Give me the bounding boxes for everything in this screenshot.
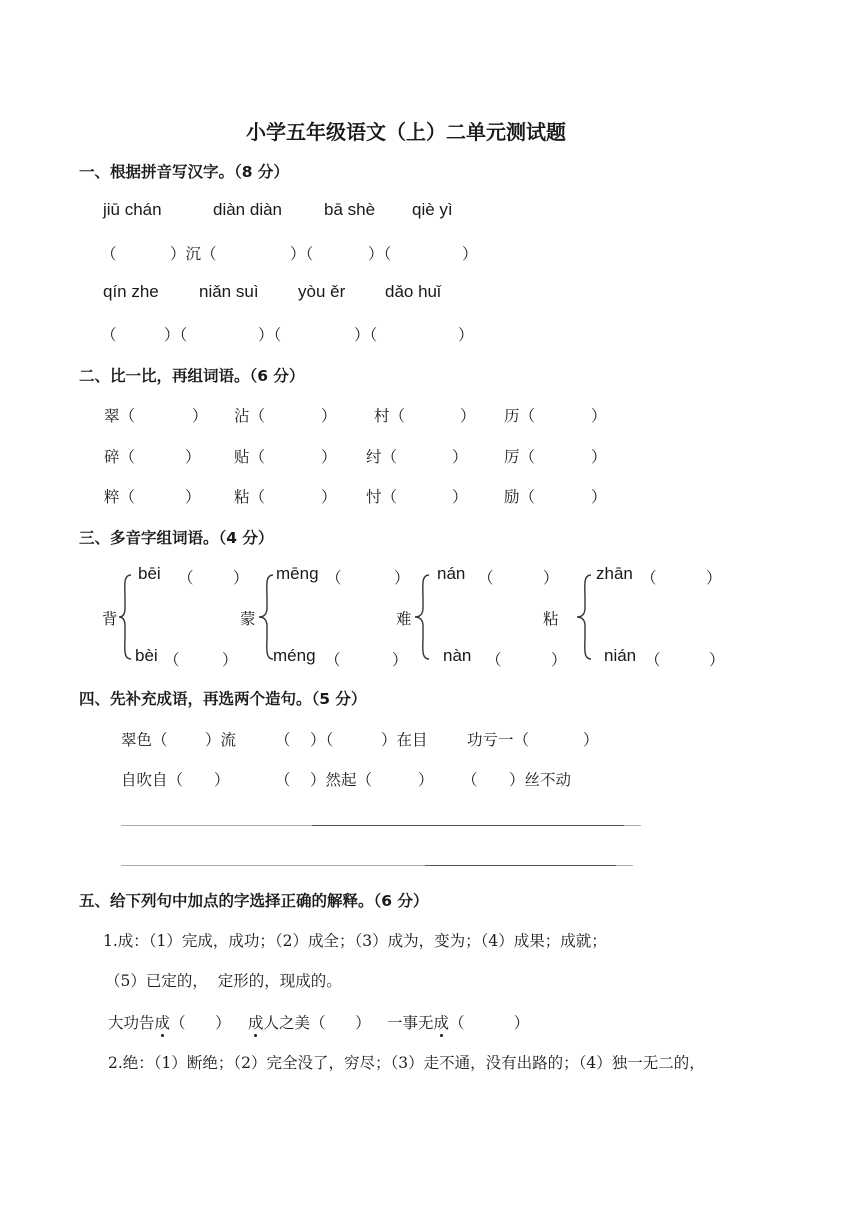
definition-line: （5）已定的， 定形的，现成的。 xyxy=(105,972,342,990)
answer-paren-right: ） xyxy=(709,651,725,669)
answer-paren-left: （ xyxy=(478,569,494,587)
dotted-char: 成 xyxy=(434,1011,450,1033)
writing-line-segment xyxy=(312,825,624,826)
pinyin-bottom: nián xyxy=(604,646,637,665)
answer-paren: ） xyxy=(458,326,474,344)
answer-paren: ）（ xyxy=(354,326,378,344)
answer-paren: ）沉（ xyxy=(170,245,217,263)
idiom-text: ） xyxy=(418,771,434,789)
pinyin-bottom: méng xyxy=(273,646,316,665)
compare-char: 碎（ xyxy=(104,448,136,466)
left-brace xyxy=(414,574,430,660)
polyphone-char: 背 xyxy=(102,610,118,628)
answer-paren: ） xyxy=(591,488,607,506)
pinyin-nian-sui: niǎn suì xyxy=(199,282,259,301)
compare-char: 历（ xyxy=(504,407,536,425)
answer-paren-right: ） xyxy=(233,569,249,587)
idiom-text: ）然起（ xyxy=(310,771,373,789)
answer-paren: ） xyxy=(185,448,201,466)
answer-paren-left: （ xyxy=(326,569,342,587)
answer-paren-left: （ xyxy=(486,651,502,669)
pinyin-ba-she: bā shè xyxy=(324,200,376,219)
section-2-heading: 二、比一比，再组词语。（6 分） xyxy=(79,367,305,385)
dotted-char: 成 xyxy=(155,1011,171,1033)
idiom-text: 翠色（ xyxy=(121,731,168,749)
pinyin-top: nán xyxy=(437,564,466,583)
compare-char: 忖（ xyxy=(366,488,398,506)
answer-paren-left: （ xyxy=(641,569,657,587)
answer-paren-left: （ xyxy=(325,651,341,669)
pinyin-jiu-chan: jiū chán xyxy=(103,200,162,219)
pinyin-dian-dian: diàn diàn xyxy=(213,200,283,219)
answer-paren-right: ） xyxy=(392,651,408,669)
answer-paren: （ xyxy=(101,326,117,344)
answer-paren: ）（ xyxy=(164,326,188,344)
idiom-text: ）（ xyxy=(310,731,334,749)
compare-char: 沾（ xyxy=(234,407,266,425)
pinyin-dao-hui: dǎo huǐ xyxy=(385,282,441,301)
pinyin-top: mēng xyxy=(276,564,319,583)
page-title: 小学五年级语文（上）二单元测试题 xyxy=(246,120,566,144)
idiom-text: ）在目 xyxy=(381,731,428,749)
answer-paren: ）（ xyxy=(368,245,392,263)
left-brace xyxy=(118,574,132,660)
idiom-text: ） xyxy=(214,771,230,789)
pinyin-qin-zhe: qín zhe xyxy=(103,282,159,301)
pinyin-qie-yi: qiè yì xyxy=(412,200,453,219)
writing-line-segment xyxy=(425,865,616,866)
idiom-text: （ xyxy=(462,771,478,789)
idiom-text: 自吹自（ xyxy=(121,771,184,789)
pinyin-bottom: bèi xyxy=(135,646,158,665)
answer-paren: ） xyxy=(462,245,478,263)
definition-line: 1.成：（1）完成，成功；（2）成全；（3）成为，变为；（4）成果；成就； xyxy=(103,932,607,950)
answer-paren-right: ） xyxy=(706,569,722,587)
compare-char: 励（ xyxy=(504,488,536,506)
pinyin-bottom: nàn xyxy=(443,646,472,665)
compare-char: 贴（ xyxy=(234,448,266,466)
example-2: 成人之美（ ） xyxy=(248,1011,371,1033)
answer-paren-right: ） xyxy=(543,569,559,587)
answer-paren: ） xyxy=(452,488,468,506)
idiom-text: 功亏一（ xyxy=(467,731,530,749)
compare-char: 粘（ xyxy=(234,488,266,506)
answer-paren: ） xyxy=(452,448,468,466)
answer-paren: ） xyxy=(591,448,607,466)
section-5-heading: 五、给下列句中加点的字选择正确的解释。（6 分） xyxy=(79,892,429,910)
answer-paren: ）（ xyxy=(258,326,282,344)
section-3-heading: 三、多音字组词语。（4 分） xyxy=(79,529,274,547)
section-1-heading: 一、根据拼音写汉字。（8 分） xyxy=(79,163,289,181)
example-1: 大功告成（ ） xyxy=(108,1011,231,1033)
dotted-char: 成 xyxy=(248,1011,264,1033)
compare-char: 粹（ xyxy=(104,488,136,506)
definition-line: 2.绝：（1）断绝；（2）完全没了，穷尽；（3）走不通，没有出路的；（4）独一无二的， xyxy=(108,1054,705,1072)
compare-char: 纣（ xyxy=(366,448,398,466)
answer-paren: ） xyxy=(192,407,208,425)
answer-paren: ） xyxy=(460,407,476,425)
answer-paren: ） xyxy=(321,448,337,466)
answer-paren-left: （ xyxy=(164,651,180,669)
idiom-text: ）丝不动 xyxy=(509,771,572,789)
answer-paren-right: ） xyxy=(394,569,410,587)
idiom-text: （ xyxy=(275,731,291,749)
pinyin-top: bēi xyxy=(138,564,161,583)
compare-char: 厉（ xyxy=(504,448,536,466)
answer-paren-left: （ xyxy=(178,569,194,587)
polyphone-char: 粘 xyxy=(543,610,559,628)
answer-paren-right: ） xyxy=(222,651,238,669)
answer-paren: ） xyxy=(591,407,607,425)
compare-char: 翠（ xyxy=(104,407,136,425)
section-4-heading: 四、先补充成语，再选两个造句。（5 分） xyxy=(79,690,367,708)
polyphone-char: 蒙 xyxy=(240,610,256,628)
answer-paren-right: ） xyxy=(551,651,567,669)
idiom-text: （ xyxy=(275,771,291,789)
idiom-text: ） xyxy=(583,731,599,749)
pinyin-top: zhān xyxy=(596,564,633,583)
answer-paren: ） xyxy=(185,488,201,506)
left-brace xyxy=(576,574,592,660)
answer-paren: ）（ xyxy=(290,245,314,263)
answer-paren: ） xyxy=(321,407,337,425)
answer-paren: （ xyxy=(101,245,117,263)
answer-paren: ） xyxy=(321,488,337,506)
pinyin-you-er: yòu ěr xyxy=(298,282,346,301)
left-brace xyxy=(258,574,274,660)
polyphone-char: 难 xyxy=(396,610,412,628)
compare-char: 村（ xyxy=(374,407,406,425)
example-3: 一事无成（ ） xyxy=(387,1011,529,1033)
answer-paren-left: （ xyxy=(645,651,661,669)
idiom-text: ）流 xyxy=(205,731,237,749)
